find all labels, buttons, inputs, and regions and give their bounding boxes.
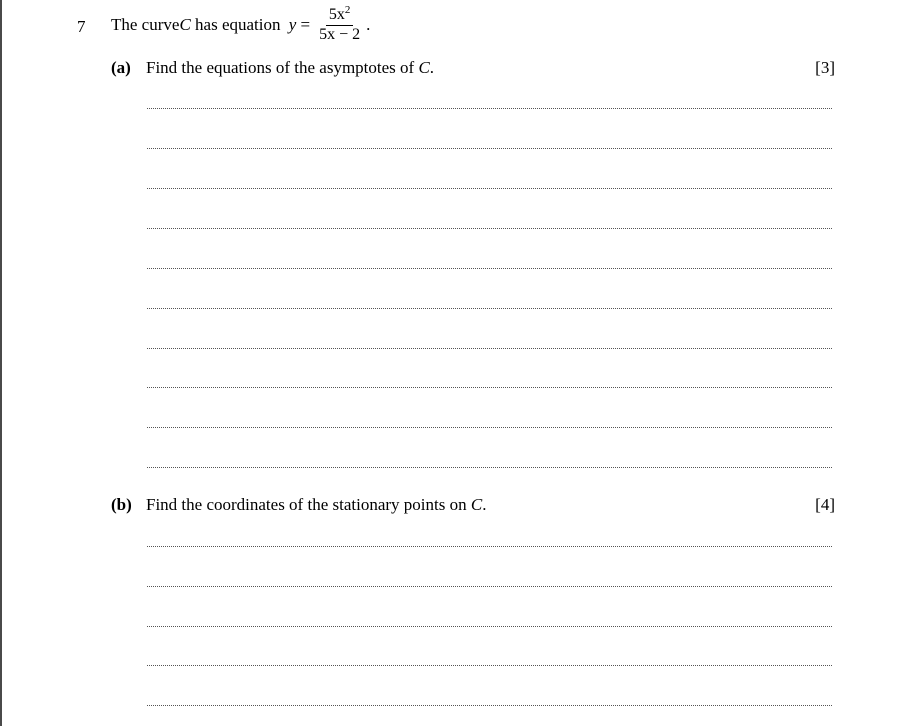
answer-line[interactable] [147,228,832,229]
answer-line[interactable] [147,148,832,149]
curve-name: C [179,15,191,34]
fraction-denominator: 5x − 2 [319,26,361,43]
part-b-label: (b) [111,495,132,514]
equation-fraction [316,6,363,44]
answer-line[interactable] [147,108,832,109]
answer-line[interactable] [147,308,832,309]
numerator-exponent: 2 [344,4,351,16]
stem-suffix: . [366,15,371,34]
answer-line[interactable] [147,268,832,269]
part-a-marks: [3] [815,58,835,77]
part-b-text-prefix: Find the coordinates of the stationary points on [146,495,471,514]
answer-line[interactable] [147,188,832,189]
part-b-marks: [4] [815,495,835,514]
answer-line[interactable] [147,626,832,627]
fraction-numerator [326,6,354,26]
question-number: 7 [77,17,86,36]
part-b-curve-name: C [470,495,483,514]
numerator-base: 5x [328,6,345,23]
answer-line[interactable] [147,348,832,349]
part-a-label: (a) [111,58,131,77]
part-a-text-prefix: Find the equations of the asymptotes of [146,58,419,77]
part-a-text-suffix: . [429,58,435,77]
answer-line[interactable] [147,586,832,587]
answer-line[interactable] [147,665,832,666]
part-b-text-suffix: . [482,495,487,514]
page-left-border [0,0,2,726]
stem-prefix: The curve [111,15,180,34]
answer-line[interactable] [147,467,832,468]
equals-sign: = [296,15,311,34]
y-variable: y [288,15,297,34]
part-b-text [146,494,486,516]
answer-line[interactable] [147,546,832,547]
answer-line[interactable] [147,427,832,428]
part-a-text [146,57,434,79]
part-a-curve-name: C [418,58,430,77]
stem-middle: has equation [190,15,285,34]
answer-line[interactable] [147,705,832,706]
question-stem [111,6,370,44]
answer-line[interactable] [147,387,832,388]
